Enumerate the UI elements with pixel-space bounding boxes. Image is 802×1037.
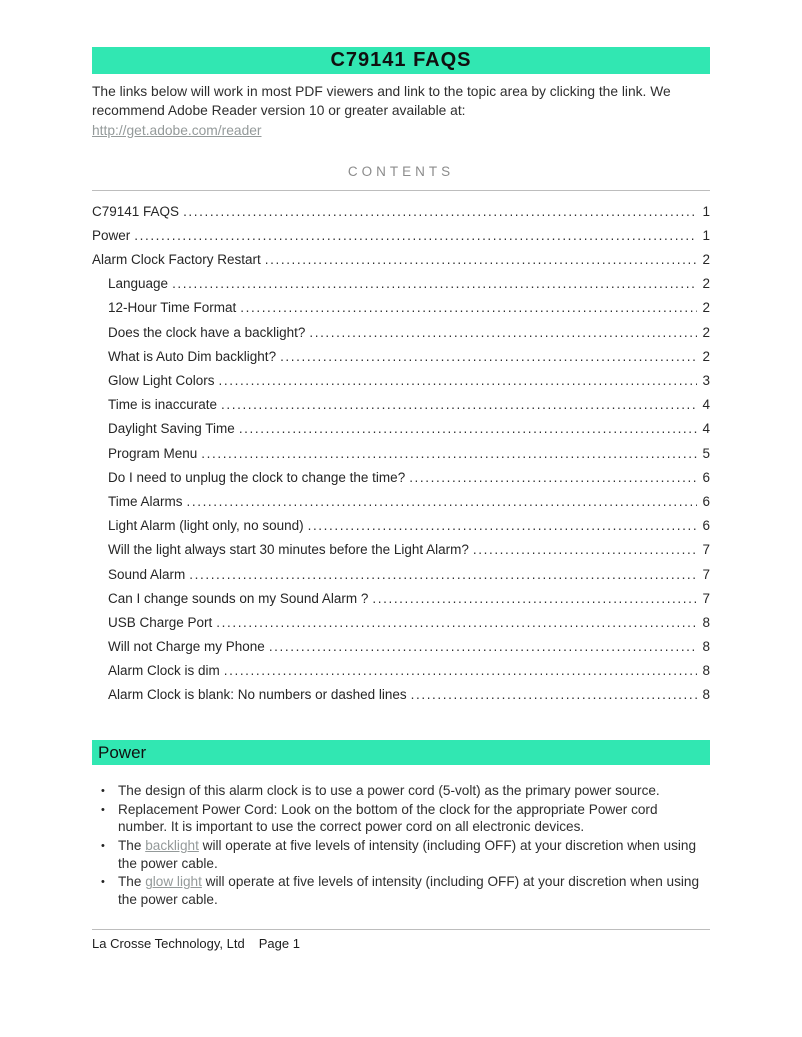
- toc-item[interactable]: [92, 393, 710, 417]
- text-segment: will operate at five levels of intensity (including OFF) at your discretion when using the power cable.: [118, 874, 700, 908]
- toc-item-page: 6: [702, 469, 710, 485]
- toc-item-page: 2: [702, 252, 710, 268]
- toc-item-page: 1: [702, 227, 710, 243]
- bullet-text: [118, 801, 710, 836]
- toc-item[interactable]: [92, 634, 710, 658]
- toc-item[interactable]: [92, 344, 710, 368]
- toc-dot-leader: [134, 228, 697, 243]
- text-segment: The design of this alarm clock is to use a power cord (5-volt) as the primary power source.: [118, 783, 660, 799]
- contents-divider: [92, 190, 710, 191]
- toc-dot-leader: [221, 397, 697, 412]
- power-bullet: [92, 837, 710, 872]
- page-footer: [92, 930, 710, 951]
- bullet-icon: •: [101, 876, 105, 889]
- bullet-icon: •: [101, 785, 105, 798]
- toc-item[interactable]: [92, 441, 710, 465]
- toc-item[interactable]: [92, 223, 710, 247]
- power-bullet: [92, 782, 710, 800]
- toc-item-page: 2: [702, 348, 710, 364]
- toc-dot-leader: [189, 567, 697, 582]
- toc-item[interactable]: [92, 586, 710, 610]
- toc-item-label: Language: [108, 276, 169, 292]
- toc-item-page: 2: [702, 300, 710, 316]
- toc-item-label: Will the light always start 30 minutes before the Light Alarm?: [108, 542, 469, 558]
- inline-link[interactable]: glow light: [145, 874, 202, 890]
- page-title: C79141 FAQS: [330, 49, 472, 71]
- bullet-text: [118, 873, 710, 908]
- toc-item-label: Time Alarms: [108, 493, 183, 509]
- toc-item-page: 7: [702, 566, 710, 582]
- bullet-icon: •: [101, 803, 105, 816]
- text-segment: The: [118, 838, 146, 854]
- toc-item-label: What is Auto Dim backlight?: [108, 348, 277, 364]
- toc-item-page: 8: [702, 663, 710, 679]
- toc-item-label: Power: [92, 227, 131, 243]
- bullet-text: [118, 782, 710, 800]
- toc-item-page: 1: [702, 203, 710, 219]
- toc-item-label: Will not Charge my Phone: [108, 639, 265, 655]
- toc-dot-leader: [224, 663, 698, 678]
- text-segment: Replacement Power Cord: Look on the bottom of the clock for the appropriate Power cord number. It is important to use the correct power cord on all electronic devices.: [118, 801, 658, 835]
- toc-dot-leader: [309, 325, 697, 340]
- toc-dot-leader: [265, 252, 698, 267]
- toc-item[interactable]: [92, 683, 710, 707]
- toc-item[interactable]: [92, 199, 710, 223]
- toc-item-label: Alarm Clock is dim: [108, 663, 220, 679]
- bullet-text: [118, 837, 710, 872]
- toc-item-label: Light Alarm (light only, no sound): [108, 518, 304, 534]
- toc-dot-leader: [308, 518, 698, 533]
- text-segment: The: [118, 874, 146, 890]
- toc-dot-leader: [240, 300, 697, 315]
- toc-item[interactable]: [92, 538, 710, 562]
- toc-item[interactable]: [92, 514, 710, 538]
- toc-item-page: 4: [702, 397, 710, 413]
- toc-dot-leader: [269, 639, 698, 654]
- toc-item[interactable]: [92, 247, 710, 271]
- toc-item[interactable]: [92, 417, 710, 441]
- inline-link[interactable]: backlight: [145, 838, 199, 854]
- toc-item-page: 3: [702, 373, 710, 388]
- toc-dot-leader: [172, 276, 697, 291]
- power-bullets: [92, 782, 710, 909]
- toc-item-label: Time is inaccurate: [108, 397, 218, 413]
- toc-dot-leader: [201, 446, 697, 461]
- contents-heading: CONTENTS: [347, 164, 455, 180]
- toc-item-label: Does the clock have a backlight?: [108, 324, 306, 340]
- toc-item-page: 2: [702, 276, 710, 292]
- toc-dot-leader: [280, 349, 697, 364]
- toc-dot-leader: [239, 421, 698, 436]
- toc-item[interactable]: [92, 272, 710, 296]
- toc-dot-leader: [216, 615, 697, 630]
- toc-item-page: 7: [702, 590, 710, 606]
- toc-dot-leader: [372, 591, 697, 606]
- toc-item[interactable]: [92, 296, 710, 320]
- toc-item[interactable]: [92, 562, 710, 586]
- toc-dot-leader: [183, 204, 697, 219]
- toc-item-page: 5: [702, 445, 710, 461]
- bullet-icon: •: [101, 840, 105, 853]
- toc-item-page: 8: [702, 687, 710, 703]
- toc-dot-leader: [409, 470, 697, 485]
- power-bullet: [92, 801, 710, 836]
- toc-item-page: 8: [702, 614, 710, 630]
- toc-item-label: Alarm Clock is blank: No numbers or dashed lines: [108, 687, 407, 703]
- toc-dot-leader: [219, 373, 698, 388]
- footer-company: La Crosse Technology, Ltd: [92, 935, 245, 951]
- power-bullet: [92, 873, 710, 908]
- toc-item-label: Alarm Clock Factory Restart: [92, 252, 261, 268]
- toc-dot-leader: [473, 542, 698, 557]
- toc-item-label: Sound Alarm: [108, 566, 186, 582]
- toc-item-label: C79141 FAQS: [92, 203, 180, 219]
- toc-item-label: 12-Hour Time Format: [108, 300, 237, 316]
- toc-dot-leader: [411, 687, 698, 702]
- footer-page-number: Page 1: [258, 935, 300, 951]
- toc-item[interactable]: [92, 368, 710, 392]
- toc-item-label: Do I need to unplug the clock to change the time?: [108, 469, 406, 485]
- toc-item-label: Glow Light Colors: [108, 373, 215, 388]
- toc-item-page: 8: [702, 639, 710, 655]
- toc-list: [92, 199, 710, 707]
- toc-item-page: 6: [702, 493, 710, 509]
- toc-item-page: 2: [702, 324, 710, 340]
- toc-item-page: 6: [702, 518, 710, 534]
- toc-item-page: 4: [702, 421, 710, 437]
- toc-item[interactable]: [92, 320, 710, 344]
- toc-item-page: 7: [702, 542, 710, 558]
- adobe-reader-link[interactable]: http://get.adobe.com/reader: [92, 123, 262, 139]
- power-section-title: Power: [98, 742, 147, 762]
- intro-text: The links below will work in most PDF viewers and link to the topic area by clicking the link. We recommend Adobe Reader version 10 or greater available at:: [92, 84, 671, 119]
- intro-paragraph: [92, 82, 710, 140]
- toc-item[interactable]: [92, 489, 710, 513]
- power-section-banner: [92, 740, 710, 765]
- toc-item[interactable]: [92, 465, 710, 489]
- toc-item-label: Daylight Saving Time: [108, 421, 235, 437]
- toc-item[interactable]: [92, 659, 710, 683]
- title-banner: [92, 47, 710, 74]
- text-segment: will operate at five levels of intensity (including OFF) at your discretion when using the power cable.: [118, 838, 697, 871]
- toc-item[interactable]: [92, 610, 710, 634]
- toc-item-label: Can I change sounds on my Sound Alarm ?: [108, 590, 369, 606]
- toc-item-label: USB Charge Port: [108, 614, 213, 630]
- toc-item-label: Program Menu: [108, 445, 198, 461]
- toc-dot-leader: [187, 494, 698, 509]
